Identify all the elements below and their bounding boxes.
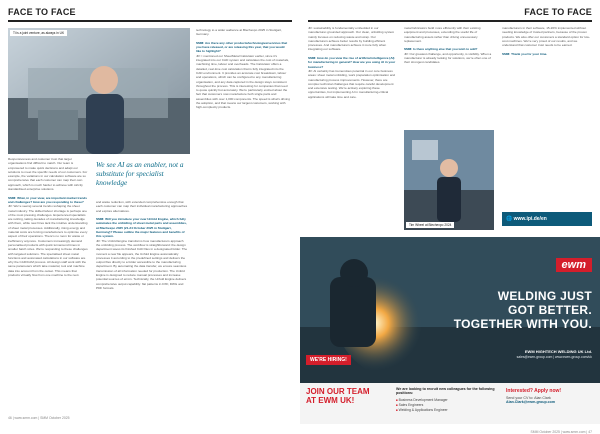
join-line-1: JOIN OUR TEAM [306,387,370,396]
col3-question: SMM: Are there any other products/technologies/services that you have released, or are releasing this year, that you would like to highlight? [196,40,288,54]
section-rule [8,20,292,22]
website-link-box[interactable] [502,212,592,226]
ad-headline-2: GOT BETTER. [508,303,592,317]
ad-company-web[interactable]: sales@ewm-group.com | www.ewm-group.com/uk [516,355,592,359]
section-title: FACE TO FACE [8,7,76,17]
photo-caption: Ti is a joint venture, as always in UK [10,30,67,36]
website-link[interactable]: www.ipi.de/en [513,216,547,222]
booth-illustration [404,130,494,230]
left-footer: 46 | www.smm.com | SMM October 2025 [8,416,70,420]
section-title-right: FACE TO FACE [524,7,592,17]
col3-intro: technology to a wider audience at Blechexpo 2025 in Stuttgart, Germany. [196,28,282,37]
position-item: ■ Sales Engineers [396,403,496,408]
column-2 [96,200,188,412]
col1-answer: JR: We're seeing several trends reshaping the sheet metal industry. The skilled labour shortage is perhaps one of the most pressing challenges. Experienced specialists are retiring, taking decades of manufacturing knowledge with them, while new hires lack the intuitive understanding of sheet metal processes. Additionally, rising energy and material costs are forcing manufacturers to optimise every aspect of their operations. There's no room for waste or inefficiency anymore. Customers increasingly demand personalised products with quick turnaround times in smaller batch sizes. We're responding to these challenges with targeted solutions. The specialised sheet metal functions and automated calculations in our software are why the CAD/CAM process. All design staff work with the same parameters which take material, tool and machine data into account from the outset. This means that products virtually flow from one machine to the next. [8,204,88,278]
section-rule-right [308,20,592,22]
pull-quote: We see AI as an enabler, not a substitute for specialist knowledge [96,160,184,187]
r-column-1 [308,26,396,232]
col2-answer: JR: The Unfold Engine transforms how manufacturers approach the unfolding process. The workflow is straightforward: the design department saves its finished CAD files in a designated folder. The moment a new file appears, the Unfold Engine automatically processes it according to the predefined settings and delivers the output files directly to a folder accessible to the manufacturing department. By automating the data transfer, we ensure seamless transmission of all information needed for production. The Unfold Engine is designed to reduce manual processes and increase potential sources of errors. Technically, the Unfold Engine delivers comprehensive output capability: flat patterns in DXF, DWG and PDF formats. [96,238,188,290]
ad-headline-1: WELDING JUST [497,289,592,303]
r-col2-question: SMM: Is there anything else that you wish to add? [404,47,478,52]
apply-text: Send your CV to: Alan Clark [506,396,551,400]
r-column-2 [404,26,494,126]
globe-icon: 🌐 [506,216,514,222]
r-col1-question: SMM: How do you view the rise of artificial intelligence (AI) for manufacturing in general? How are you using AI in your business? [308,56,396,69]
ewm-advert [300,237,600,383]
ewm-recruit-strip [300,383,600,424]
ewm-logo: ewm [556,258,592,272]
column-3 [196,28,290,412]
r-col3-question: SMM: Thank you for your time. [502,51,548,56]
r-col2-intro: metal fabricators build more efficiently with their existing equipment and processes, extending the useful life of manufacturing assets rather than driving unnecessary replacement. [404,26,481,43]
ad-company: EWM HIGHTECH WELDING UK Ltd. [524,349,592,354]
r-column-3 [502,26,592,202]
positions-list [396,387,496,413]
col1-question: SMM: What, in your view, are important market trends and challenges? How are you responding to these? [8,195,87,204]
apply-box [506,388,594,404]
right-page [300,0,600,434]
r-col3-text: manufacturers in their software, 15-20% implemented without needing knowledge of trusted partners, because of the proven products. We also offer our customers a standard option for low-cost machines. We're very proud of our results, and we understand that customer trust needs to be earned. [502,26,590,48]
interested-text: Interested? Apply now! [506,388,562,394]
hiring-badge: WE'RE HIRING! [306,355,351,365]
booth-caption: Tim Wheel at Blechexpo 2024 [406,222,454,228]
join-team [306,387,370,405]
r-col2-answer: JR: Our greatest challenge, and opportunity, is visibility. When a manufacturer is already looking for solutions, we're often one of their strongest candidates. [404,51,492,65]
r-col1-intro: JR: sustainability is fundamentally embedded in our manufacturer-grounded approach. Our clean, unfolding system mainly focuses on reducing waste and scrap. Our manufacturers achieve better results by building efficient processes. And manufacturers achieve it more fully when integrating our software. [308,26,395,52]
interview-photo [8,28,190,154]
column-1 [8,157,88,413]
join-line-2: AT EWM UK! [306,396,355,405]
right-footer: SMM October 2025 | www.smm.com | 47 [530,430,592,434]
position-item: ■ Business Development Manager [396,398,496,403]
left-page [0,0,300,424]
col2-intro: and waste reduction, with extended comprehensive enough that each customer can map their individual manufacturing approaches and explore alternatives. [96,200,188,213]
booth-photo [404,130,494,230]
r-col1-answer: JR: AI certainly has tremendous potential in our core business areas: sheet metal unfolding, work preparation optimisation and manufacturing process improvements. However, there are complex technical challenges that require careful development and extensive testing. We're actively exploring these opportunities, but implementing AI in manufacturing-critical applications will take time and care. [308,68,396,99]
ad-headline-3: TOGETHER WITH YOU. [453,317,592,331]
col1-intro: Responsiveness and customer trust that larger organisations find difficult to match. Our team is empowered to make quick decisions and adapt our solutions to meet the specific needs of our customers. For example, the variations in our calculation software are so comprehensive that each customer can map their own approach, which is much harder to achieve with strictly standardised enterprise solutions. [8,157,88,192]
photo-illustration [8,28,190,154]
col3-answer: JR: I mentioned our SheetMetal Calculator earlier, since it's integrated into our CAD system and calculates the cost of materials, machining time, labour and overheads. The Calculator offers a detailed, real-time cost calculation that is fully integrated into the CAD environment. It provides an accurate cost breakdown, labour and operations, which can be configured to any manufacturing organisation, and any data captured in the design stays consistent throughout the process. This is interesting for companies that need to quote quickly but accurately. We're particularly excited about the fact that customers now manufacture both single parts and assemblies with over 1,000 components. The speed is what's driving the adoption, and that means our largest customers, working with high-complexity products. [196,53,290,110]
apply-email[interactable]: Alan.Clark@ewm-group.com [506,400,556,404]
col2-question: SMM: Will you introduce your new Unfold Engine, which fully automates the unfolding of sheet metal parts and assemblies, at Blechexpo 2025 (21-24 October 2025 in Stuttgart, Germany)? Please outline the major features and benefits of this system. [96,217,187,239]
looking-text: We are looking to recruit new colleagues for the following positions: [396,387,495,396]
position-item: ■ Welding & Applications Engineer [396,408,496,413]
